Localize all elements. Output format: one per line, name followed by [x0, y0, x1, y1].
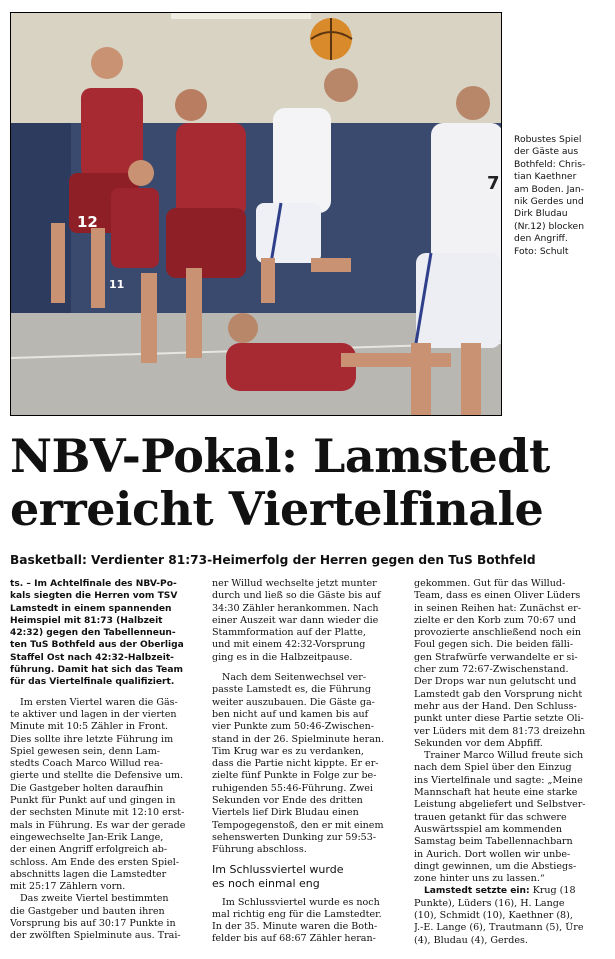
text-line: in Aurich. Dort wollen wir unbe-: [414, 848, 571, 860]
intro-line: Staffel Ost nach 42:32-Halbzeit-: [10, 652, 174, 663]
text-line: eingewechselte Jan-Erik Lange,: [10, 831, 164, 843]
text-line: Minute mit 10:5 Zähler in Front.: [10, 721, 169, 733]
text-line: dass die Partie nicht kippte. Er er-: [212, 758, 379, 770]
text-line: weiter auszubauen. Die Gäste ga-: [212, 696, 375, 708]
text-line: passte Lamstedt es, die Führung: [212, 684, 371, 696]
intro-line: Lamstedt in einem spannenden: [10, 603, 172, 614]
caption-line: (Nr.12) blocken: [514, 220, 585, 232]
photo-caption: [514, 134, 614, 258]
text-line: 34:30 Zähler herankommen. Nach: [212, 602, 379, 614]
text-line: cher zum 72:67-Zwischenstand.: [414, 664, 569, 676]
text-line: Tim Krug war es zu verdanken,: [212, 745, 364, 757]
text-line: die Gastgeber und bauten ihren: [10, 905, 165, 917]
article-column-2: [212, 578, 402, 946]
text-line: te aktiver und lagen in der vierten: [10, 708, 177, 720]
text-line: nach dem Spiel über den Einzug: [414, 762, 572, 774]
text-line: einer Auszeit war dann wieder die: [212, 614, 379, 626]
article-photo: [10, 12, 502, 416]
text-line: der sechsten Minute mit 12:10 erst-: [10, 807, 185, 819]
intro-line: 42:32) gegen den Tabellenneun-: [10, 628, 176, 639]
text-line: provozierte anschließend noch ein: [414, 627, 581, 639]
text-line: zone hinter uns zu lassen.“: [414, 873, 545, 885]
article-intro: [10, 578, 200, 689]
article-paragraph: [10, 697, 200, 894]
intro-line: für das Viertelfinale qualifiziert.: [10, 677, 175, 688]
text-line: Stammformation auf der Platte,: [212, 627, 366, 639]
text-line: dingt gewinnen, um die Abstiegs-: [414, 860, 577, 872]
caption-line: nik Gerdes und: [514, 196, 584, 208]
intro-line: ten TuS Bothfeld aus der Oberliga: [10, 640, 184, 651]
lineup-line: (10), Schmidt (10), Kaethner (8),: [414, 910, 573, 922]
text-line: Leistung abgeliefert und Selbstver-: [414, 799, 586, 811]
text-line: punkt unter diese Partie setzte Oli-: [414, 713, 584, 725]
text-line: Foul gegen sich. Die beiden fälli-: [414, 639, 574, 651]
article-column-3: [414, 578, 604, 947]
caption-line: der Gäste aus: [514, 146, 579, 158]
text-line: Team, dass es einen Oliver Lüders: [414, 590, 581, 602]
text-line: Samstag beim Tabellennachbarn: [414, 836, 573, 848]
text-line: Tempogegenstoß, den er mit einem: [212, 819, 384, 831]
text-line: schloss. Am Ende des ersten Spiel-: [10, 856, 180, 868]
intro-line: führung. Damit hat sich das Team: [10, 665, 183, 676]
text-line: Vorsprung bis auf 30:17 Punkte in: [10, 918, 176, 930]
article-column-1: [10, 578, 200, 943]
headline: [10, 430, 610, 536]
text-line: ben nicht auf und kamen bis auf: [212, 708, 369, 720]
text-line: mals in Führung. Es war der gerade: [10, 819, 186, 831]
text-line: mal richtig eng für die Lamstedter.: [212, 908, 382, 920]
text-line: Die Gastgeber holten daraufhin: [10, 782, 164, 794]
subheadline: Basketball: Verdienter 81:73-Heimerfolg der Herren gegen den TuS Bothfeld: [10, 553, 536, 567]
lineup-line: Punkte), Lüders (16), H. Lange: [414, 897, 565, 909]
article-paragraph: [414, 578, 604, 750]
text-line: der einen Angriff erfolgreich ab-: [10, 844, 168, 856]
jersey-number-11: 11: [109, 278, 125, 291]
caption-line: den Angriff.: [514, 233, 568, 245]
text-line: zielte er den Korb zum 70:67 und: [414, 614, 577, 626]
text-line: ner Willud wechselte jetzt munter: [212, 578, 377, 589]
article-paragraph: [212, 672, 402, 856]
text-line: ins Viertelfinale und sagte: „Meine: [414, 774, 583, 786]
lineup-paragraph: [414, 885, 604, 946]
text-line: Viertels lief Dirk Bludau einen: [212, 807, 359, 819]
jersey-number-12: 12: [77, 213, 98, 231]
caption-line: Foto: Schult: [514, 245, 569, 257]
basketball-photo-icon: [11, 13, 501, 415]
text-line: stand in der 26. Spielminute heran.: [212, 733, 385, 745]
text-line: Sekunden vor dem Abpfiff.: [414, 737, 543, 749]
caption-line: Robustes Spiel: [514, 134, 582, 145]
text-line: Im ersten Viertel waren die Gäs-: [20, 696, 178, 708]
text-line: mit 25:17 Zählern vorn.: [10, 881, 126, 893]
text-line: in seinen Reihen hat: Zunächst er-: [414, 602, 581, 614]
text-line: sehenswerten Dunking zur 59:53-: [212, 831, 377, 843]
text-line: abschnitts lagen die Lamstedter: [10, 868, 167, 880]
subtitle-line: Im Schlussviertel wurde: [212, 862, 344, 876]
text-line: Sekunden vor Ende des dritten: [212, 795, 363, 807]
article-subtitle: [212, 863, 402, 891]
intro-line: Heimspiel mit 81:73 (Halbzeit: [10, 615, 163, 626]
lineup-line: [414, 885, 604, 897]
text-line: Dies sollte ihre letzte Führung im: [10, 733, 174, 745]
text-line: Führung abschloss.: [212, 844, 307, 856]
text-line: Punkt für Punkt auf und gingen in: [10, 795, 176, 807]
intro-line: ts. – Im Achtelfinale des NBV-Po-: [10, 579, 177, 589]
text-line: gierte und stellte die Defensive um.: [10, 770, 184, 782]
text-line: mehr aus der Hand. Den Schluss-: [414, 700, 577, 712]
text-line: durch und ließ so die Gäste bis auf: [212, 590, 381, 602]
text-line: gekommen. Gut für das Willud-: [414, 578, 566, 589]
caption-line: am Boden. Jan-: [514, 183, 585, 195]
text-line: Mannschaft hat heute eine starke: [414, 787, 578, 799]
article-paragraph: [212, 897, 402, 946]
text-line: felder bis auf 68:67 Zähler heran-: [212, 933, 376, 945]
text-line: ging es in die Halbzeitpause.: [212, 651, 353, 663]
article-paragraph: [414, 750, 604, 885]
text-line: vier Punkte zum 50:46-Zwischen-: [212, 721, 375, 733]
article-paragraph: [10, 893, 200, 942]
text-line: ruhigenden 55:46-Führung. Zwei: [212, 782, 373, 794]
lineup-line: (4), Bludau (4), Gerdes.: [414, 934, 528, 946]
text-line: der zwölften Spielminute aus. Trai-: [10, 930, 181, 942]
text-line: Trainer Marco Willud freute sich: [424, 750, 584, 762]
text-line: zielte fünf Punkte in Folge zur be-: [212, 770, 377, 782]
text-line: Das zweite Viertel bestimmten: [20, 893, 169, 905]
subtitle-line: es noch einmal eng: [212, 876, 320, 890]
article-paragraph: [212, 578, 402, 664]
text-line: trauen getankt für das schwere: [414, 811, 567, 823]
text-line: und mit einem 42:32-Vorsprung: [212, 639, 366, 651]
text-line: In der 35. Minute waren die Both-: [212, 921, 378, 933]
text-line: Lamstedt gab den Vorsprung nicht: [414, 688, 583, 700]
headline-line-2: erreicht Viertelfinale: [10, 482, 544, 536]
caption-line: Bothfeld: Chris-: [514, 158, 586, 170]
intro-line: kals siegten die Herren vom TSV: [10, 591, 178, 602]
headline-line-1: NBV-Pokal: Lamstedt: [10, 429, 550, 483]
caption-line: Dirk Bludau: [514, 208, 568, 220]
jersey-number-7: 7: [487, 173, 500, 194]
text-line: gen Strafwürfe verwandelte er si-: [414, 651, 578, 663]
text-line: Spiel gewesen sein, denn Lam-: [10, 745, 160, 757]
text-line: Nach dem Seitenwechsel ver-: [222, 672, 367, 684]
lineup-label: Lamstedt setzte ein:: [424, 886, 530, 897]
text-line: Auswärtsspiel am kommenden: [414, 823, 563, 835]
caption-line: tian Kaethner: [514, 171, 577, 183]
text-line: Der Drops war nun gelutscht und: [414, 676, 577, 688]
text-line: Im Schlussviertel wurde es noch: [222, 896, 380, 908]
text-line: ver Lüders mit dem 81:73 dreizehn: [414, 725, 586, 737]
text-line: stedts Coach Marco Willud rea-: [10, 758, 163, 770]
lineup-text: Krug (18: [529, 885, 576, 897]
lineup-line: J.-E. Lange (6), Trautmann (5), Üre: [414, 922, 584, 934]
